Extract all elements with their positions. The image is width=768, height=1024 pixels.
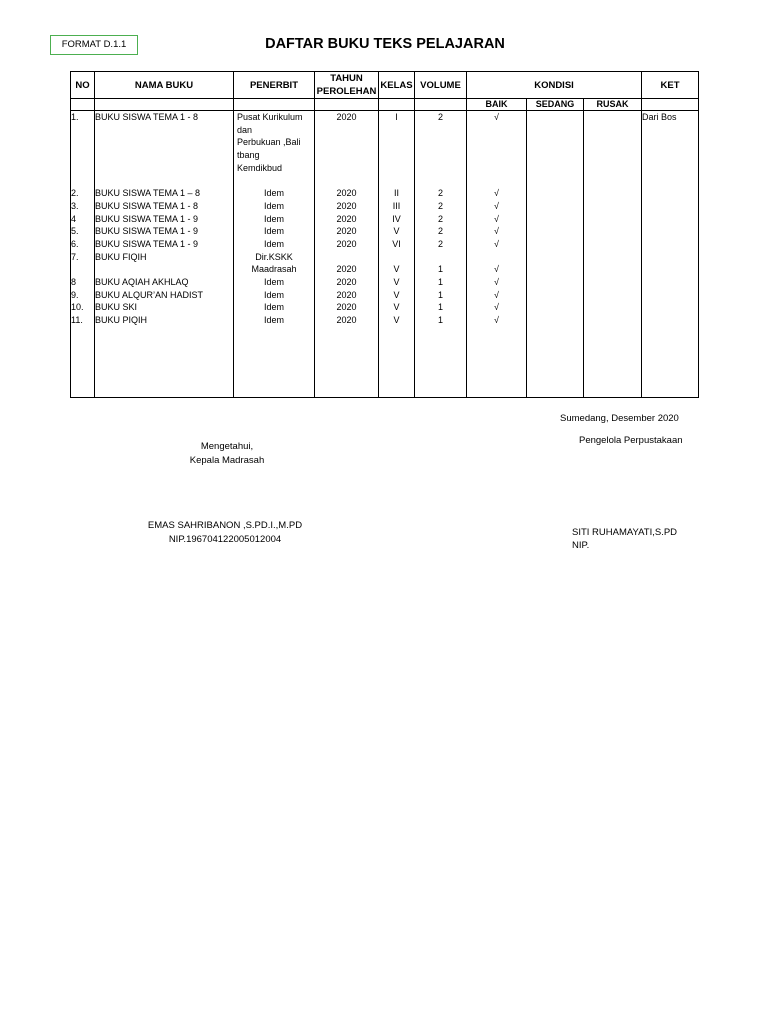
cell-no: 2.	[71, 188, 79, 199]
cell-kelas: VI	[392, 238, 401, 249]
cell-no: 6.	[71, 238, 79, 249]
subheader-sedang: SEDANG	[527, 99, 584, 111]
spacer-line	[71, 136, 94, 149]
cell-tahun: 2020	[336, 289, 357, 300]
spacer-line	[95, 263, 233, 276]
spacer-line	[642, 149, 698, 162]
header-nama-buku: NAMA BUKU	[95, 72, 234, 99]
spacer-line	[315, 136, 378, 149]
cell-kelas: V	[393, 302, 400, 313]
column-penerbit	[234, 111, 315, 398]
subheader-blank	[415, 99, 467, 111]
spacer-line	[71, 149, 94, 162]
cell-nama: BUKU SKI	[95, 302, 138, 313]
cell-ket	[642, 225, 698, 238]
spacer-line	[642, 174, 698, 187]
cell-kelas: V	[393, 264, 400, 275]
cell-nama: BUKU SISWA TEMA 1 - 9	[95, 226, 199, 237]
cell-kelas: III	[392, 200, 401, 211]
header-no: NO	[71, 72, 95, 99]
header-kelas: KELAS	[379, 72, 415, 99]
cell-baik: √	[494, 188, 499, 199]
cell-volume: 2	[437, 200, 443, 211]
cell-no: 3.	[71, 200, 79, 211]
cell-baik: √	[494, 200, 499, 211]
subheader-blank	[315, 99, 379, 111]
cell-nama: BUKU SISWA TEMA 1 - 9	[95, 213, 199, 224]
penerbit-line: Perbukuan ,Bali	[237, 137, 301, 148]
cell-tahun: 2020	[336, 226, 357, 237]
cell-baik: √	[494, 276, 499, 287]
cell-ket	[642, 187, 698, 200]
penerbit-line: Idem	[263, 200, 284, 211]
subheader-blank	[71, 99, 95, 111]
penerbit-line: Idem	[263, 276, 284, 287]
spacer-line	[95, 124, 233, 137]
cell-volume: 1	[437, 289, 443, 300]
spacer-line	[315, 251, 378, 264]
spacer-line	[379, 174, 414, 187]
cell-volume: 2	[437, 238, 443, 249]
cell-nama: BUKU SISWA TEMA 1 – 8	[95, 188, 201, 199]
cell-tahun: 2020	[336, 112, 357, 122]
spacer-line	[467, 174, 526, 187]
column-kelas	[379, 111, 415, 398]
spacer-line	[315, 162, 378, 175]
spacer-line	[415, 251, 466, 264]
cell-volume: 1	[437, 315, 443, 325]
cell-volume: 1	[437, 276, 443, 287]
column-rusak	[584, 111, 642, 398]
spacer-line	[415, 136, 466, 149]
cell-no: 10.	[71, 302, 84, 313]
cell-baik: √	[494, 112, 499, 122]
cell-kelas: II	[393, 188, 399, 199]
penerbit-line: Dir.KSKK	[255, 251, 293, 262]
cell-volume: 2	[437, 188, 443, 199]
cell-kelas: IV	[392, 213, 401, 224]
spacer-line	[71, 263, 94, 276]
penerbit-line: Idem	[263, 188, 284, 199]
subheader-blank	[379, 99, 415, 111]
cell-volume: 2	[437, 226, 443, 237]
cell-baik: √	[494, 213, 499, 224]
spacer-line	[415, 124, 466, 137]
cell-ket	[642, 301, 698, 314]
spacer-line	[71, 174, 94, 187]
spacer-line	[95, 149, 233, 162]
format-label: FORMAT D.1.1	[50, 35, 138, 55]
column-baik	[467, 111, 527, 398]
spacer-line	[71, 162, 94, 175]
penerbit-line: Maadrasah	[251, 264, 297, 275]
spacer-line	[467, 149, 526, 162]
cell-no: 9.	[71, 289, 79, 300]
subheader-blank	[642, 99, 699, 111]
cell-baik: √	[494, 238, 499, 249]
spacer-line	[642, 124, 698, 137]
head-role: Kepala Madrasah	[189, 455, 265, 466]
cell-tahun: 2020	[336, 238, 357, 249]
cell-baik: √	[494, 264, 499, 275]
cell-nama: BUKU SISWA TEMA 1 - 8	[95, 112, 199, 122]
spacer-line	[95, 162, 233, 175]
spacer-line	[415, 174, 466, 187]
librarian-role: Pengelola Perpustakaan	[579, 435, 683, 446]
cell-kelas: V	[393, 276, 400, 287]
spacer-line	[467, 124, 526, 137]
cell-no: 1.	[71, 112, 79, 122]
cell-nama: BUKU SISWA TEMA 1 - 8	[95, 200, 199, 211]
header-volume: VOLUME	[415, 72, 467, 99]
column-volume	[415, 111, 467, 398]
cell-no: 7.	[71, 251, 79, 262]
spacer-line	[642, 136, 698, 149]
subheader-blank	[95, 99, 234, 111]
penerbit-line: Idem	[263, 289, 284, 300]
header-kondisi: KONDISI	[467, 72, 642, 99]
spacer-line	[467, 136, 526, 149]
cell-ket	[642, 238, 698, 251]
cell-volume: 2	[437, 213, 443, 224]
penerbit-line: Idem	[263, 238, 284, 249]
spacer-line	[315, 124, 378, 137]
head-name: EMAS SAHRIBANON ,S.PD.I.,M.PD	[147, 520, 303, 531]
cell-volume: 1	[437, 264, 443, 275]
cell-nama: BUKU AQIAH AKHLAQ	[95, 276, 189, 287]
cell-ket: Dari Bos	[642, 112, 677, 122]
cell-nama: BUKU SISWA TEMA 1 - 9	[95, 238, 199, 249]
penerbit-line: Kemdikbud	[237, 162, 283, 173]
subheader-baik: BAIK	[467, 99, 527, 111]
spacer-line	[379, 162, 414, 175]
place-date: Sumedang, Desember 2020	[560, 413, 679, 424]
cell-no: 4	[71, 213, 77, 224]
cell-ket	[642, 276, 698, 289]
cell-ket	[642, 263, 698, 276]
spacer-line	[415, 149, 466, 162]
cell-baik: √	[494, 315, 499, 325]
cell-baik: √	[494, 302, 499, 313]
spacer-line	[315, 174, 378, 187]
subheader-blank	[234, 99, 315, 111]
column-no	[71, 111, 95, 398]
head-nip: NIP.196704122005012004	[168, 534, 282, 545]
cell-nama: BUKU PIQIH	[95, 315, 148, 325]
spacer-line	[71, 124, 94, 137]
cell-tahun: 2020	[336, 213, 357, 224]
spacer-line	[379, 251, 414, 264]
penerbit-line: Idem	[263, 315, 284, 325]
penerbit-line: Idem	[263, 302, 284, 313]
spacer-line	[95, 174, 233, 187]
librarian-name: SITI RUHAMAYATI,S.PD	[572, 527, 678, 538]
cell-kelas: I	[395, 112, 398, 122]
spacer-line	[415, 162, 466, 175]
spacer-line	[642, 251, 698, 264]
spacer-line	[379, 124, 414, 137]
cell-volume: 1	[437, 302, 443, 313]
cell-kelas: V	[393, 289, 400, 300]
spacer-line	[467, 251, 526, 264]
penerbit-line: tbang	[237, 150, 260, 161]
penerbit-line: Idem	[263, 213, 284, 224]
spacer-line	[95, 136, 233, 149]
penerbit-line: dan	[237, 124, 253, 135]
spacer-line	[379, 149, 414, 162]
book-table	[70, 71, 699, 398]
cell-tahun: 2020	[336, 188, 357, 199]
spacer-line	[467, 162, 526, 175]
cell-no: 11.	[71, 315, 83, 325]
spacer-line	[379, 136, 414, 149]
acknowledge-text: Mengetahui,	[200, 441, 254, 452]
column-tahun	[315, 111, 379, 398]
cell-tahun: 2020	[336, 200, 357, 211]
spacer-line	[234, 174, 314, 187]
cell-no: 8	[71, 276, 77, 287]
column-sedang	[527, 111, 584, 398]
penerbit-line: Pusat Kurikulum	[237, 112, 303, 122]
spacer-line	[642, 162, 698, 175]
cell-nama: BUKU FIQIH	[95, 251, 147, 262]
cell-volume: 2	[437, 112, 443, 122]
header-penerbit: PENERBIT	[234, 72, 315, 99]
column-nama-buku	[95, 111, 234, 398]
cell-ket	[642, 289, 698, 302]
cell-kelas: V	[393, 315, 400, 325]
spacer-line	[315, 149, 378, 162]
librarian-nip: NIP.	[572, 540, 590, 551]
subheader-rusak: RUSAK	[584, 99, 642, 111]
cell-no: 5.	[71, 226, 79, 237]
cell-ket	[642, 213, 698, 226]
cell-baik: √	[494, 226, 499, 237]
cell-kelas: V	[393, 226, 400, 237]
cell-tahun: 2020	[336, 276, 357, 287]
cell-baik: √	[494, 289, 499, 300]
cell-tahun: 2020	[336, 264, 357, 275]
header-ket: KET	[642, 72, 699, 99]
cell-ket	[642, 314, 698, 327]
cell-ket	[642, 200, 698, 213]
cell-tahun: 2020	[336, 315, 357, 325]
document-title: DAFTAR BUKU TEKS PELAJARAN	[265, 36, 505, 52]
penerbit-line: Idem	[263, 226, 284, 237]
cell-tahun: 2020	[336, 302, 357, 313]
cell-nama: BUKU ALQUR’AN HADIST	[95, 289, 204, 300]
column-ket	[642, 111, 699, 398]
header-tahun: TAHUN PEROLEHAN	[315, 72, 379, 99]
